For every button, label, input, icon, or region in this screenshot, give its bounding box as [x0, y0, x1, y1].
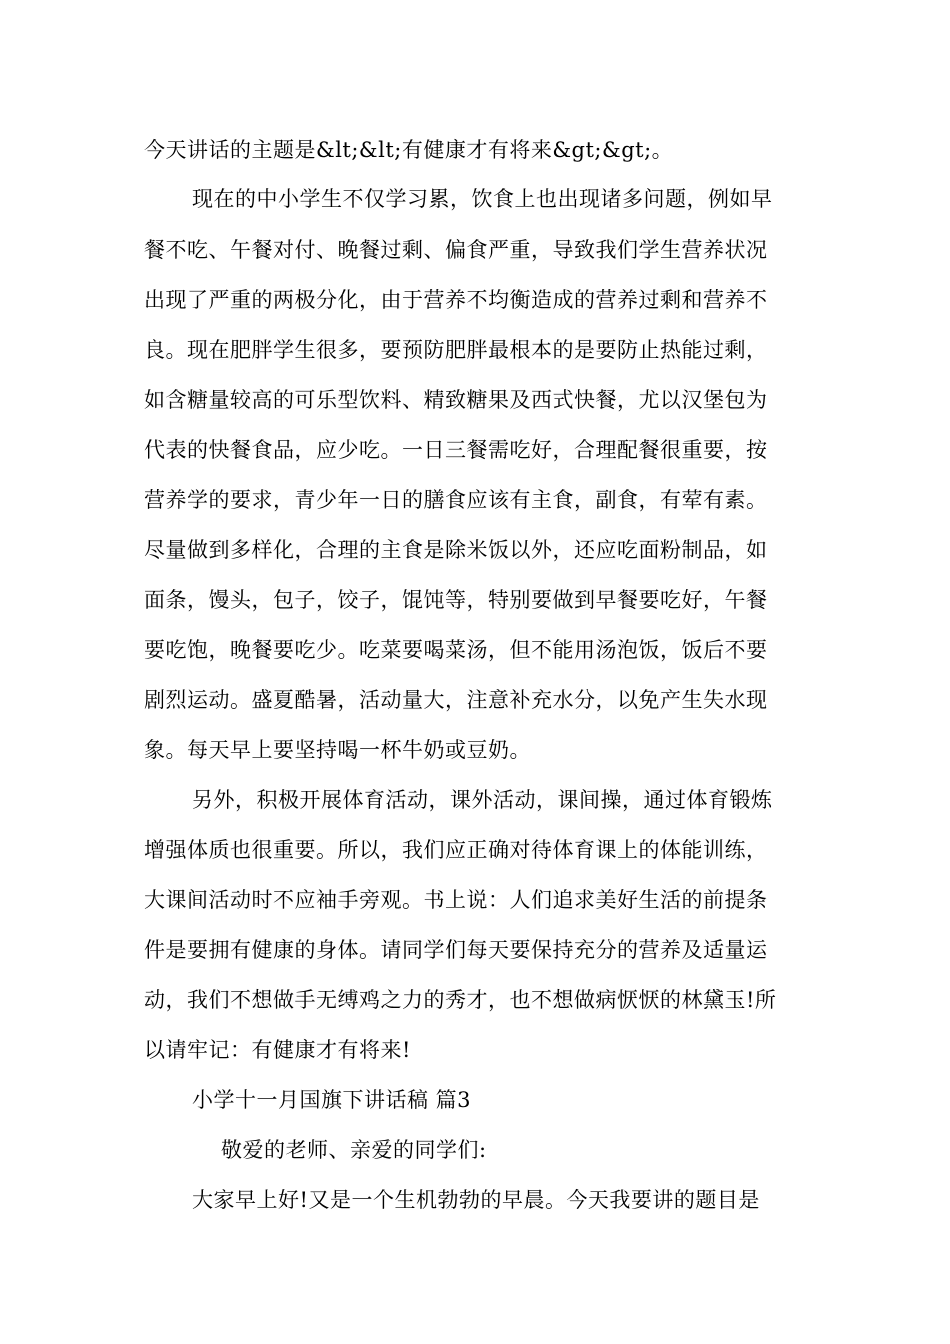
section-heading: 小学十一月国旗下讲话稿 篇3 — [192, 1088, 472, 1112]
text-line: 件是要拥有健康的身体。请同学们每天要保持充分的营养及适量运 — [144, 938, 768, 962]
text-line: 象。每天早上要坚持喝一杯牛奶或豆奶。 — [144, 738, 531, 762]
text-line: 今天讲话的主题是&lt;&lt;有健康才有将来&gt;&gt;。 — [144, 138, 674, 162]
text-line: 另外，积极开展体育活动，课外活动，课间操，通过体育锻炼 — [192, 788, 773, 812]
text-line: 代表的快餐食品，应少吃。一日三餐需吃好，合理配餐很重要，按 — [144, 438, 768, 462]
text-line: 动，我们不想做手无缚鸡之力的秀才，也不想做病恹恹的林黛玉!所 — [144, 988, 777, 1012]
text-line: 剧烈运动。盛夏酷暑，活动量大，注意补充水分，以免产生失水现 — [144, 688, 768, 712]
text-line: 良。现在肥胖学生很多，要预防肥胖最根本的是要防止热能过剩， — [144, 338, 768, 362]
text-line: 餐不吃、午餐对付、晚餐过剩、偏食严重，导致我们学生营养状况 — [144, 238, 768, 262]
text-line: 尽量做到多样化，合理的主食是除米饭以外，还应吃面粉制品，如 — [144, 538, 768, 562]
text-line: 要吃饱，晚餐要吃少。吃菜要喝菜汤，但不能用汤泡饭，饭后不要 — [144, 638, 768, 662]
text-line: 大课间活动时不应袖手旁观。书上说：人们追求美好生活的前提条 — [144, 888, 768, 912]
text-line: 增强体质也很重要。所以，我们应正确对待体育课上的体能训练， — [144, 838, 768, 862]
text-line: 现在的中小学生不仅学习累，饮食上也出现诸多问题，例如早 — [192, 187, 773, 211]
text-line: 大家早上好!又是一个生机勃勃的早晨。今天我要讲的题目是 — [192, 1188, 760, 1212]
text-line: 如含糖量较高的可乐型饮料、精致糖果及西式快餐，尤以汉堡包为 — [144, 388, 768, 412]
text-line: 出现了严重的两极分化，由于营养不均衡造成的营养过剩和营养不 — [144, 288, 768, 312]
salutation: 敬爱的老师、亲爱的同学们: — [221, 1138, 487, 1162]
text-line: 面条，馒头，包子，饺子，馄饨等，特别要做到早餐要吃好，午餐 — [144, 588, 768, 612]
text-line: 以请牢记：有健康才有将来! — [144, 1038, 411, 1062]
text-line: 营养学的要求，青少年一日的膳食应该有主食，副食，有荤有素。 — [144, 488, 768, 512]
